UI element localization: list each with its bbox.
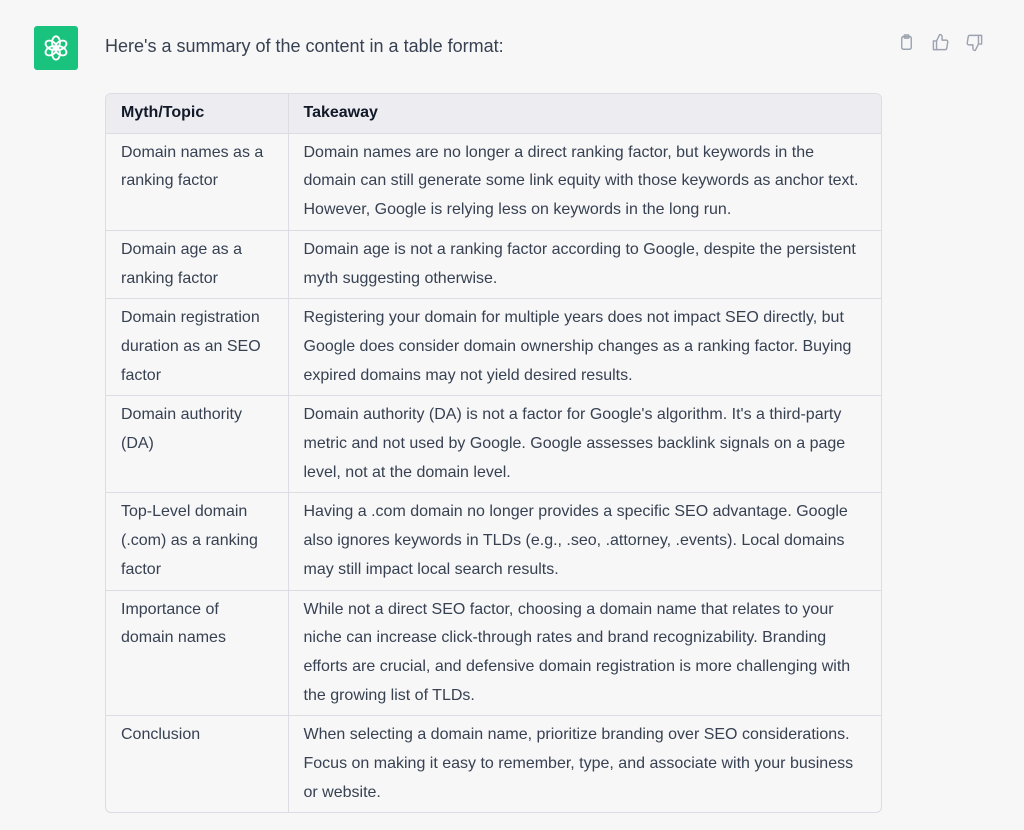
- thumbs-down-icon: [965, 33, 984, 52]
- topic-cell: Domain age as a ranking factor: [106, 230, 288, 298]
- takeaway-cell: Having a .com domain no longer provides a specific SEO advantage. Google also ignores keywords in TLDs (e.g., .seo, .attorney, .events). Local domains may still impact local search results.: [288, 493, 881, 590]
- table-row: [106, 133, 881, 230]
- table-row: [106, 716, 881, 813]
- thumbs-up-button[interactable]: [928, 30, 952, 54]
- message-actions: [894, 30, 986, 54]
- table-row: [106, 230, 881, 298]
- summary-table: [105, 93, 882, 813]
- table-row: [106, 299, 881, 396]
- thumbs-down-button[interactable]: [962, 30, 986, 54]
- table-header-row: [106, 94, 881, 133]
- takeaway-cell: Domain names are no longer a direct ranking factor, but keywords in the domain can still generate some link equity with those keywords as anchor text. However, Google is relying less on keywords in the long run.: [288, 133, 881, 230]
- topic-cell: Top-Level domain (.com) as a ranking factor: [106, 493, 288, 590]
- takeaway-cell: Domain age is not a ranking factor according to Google, despite the persistent myth suggesting otherwise.: [288, 230, 881, 298]
- takeaway-cell: When selecting a domain name, prioritize branding over SEO considerations. Focus on making it easy to remember, type, and associate with your business or website.: [288, 716, 881, 813]
- thumbs-up-icon: [931, 33, 950, 52]
- table-row: [106, 396, 881, 493]
- topic-cell: Domain names as a ranking factor: [106, 133, 288, 230]
- table-row: [106, 493, 881, 590]
- topic-cell: Importance of domain names: [106, 590, 288, 716]
- openai-logo-icon: [42, 34, 70, 62]
- column-header-myth-topic: Myth/Topic: [106, 94, 288, 133]
- table-row: [106, 590, 881, 716]
- takeaway-cell: Registering your domain for multiple years does not impact SEO directly, but Google does consider domain ownership changes as a ranking factor. Buying expired domains may not yield desired results.: [288, 299, 881, 396]
- takeaway-cell: Domain authority (DA) is not a factor for Google's algorithm. It's a third-party metric and not used by Google. Google assesses backlink signals on a page level, not at the domain level.: [288, 396, 881, 493]
- topic-cell: Domain authority (DA): [106, 396, 288, 493]
- topic-cell: Domain registration duration as an SEO factor: [106, 299, 288, 396]
- message-intro-text: Here's a summary of the content in a table format:: [105, 36, 504, 56]
- column-header-takeaway: Takeaway: [288, 94, 881, 133]
- assistant-avatar: [34, 26, 78, 70]
- takeaway-cell: While not a direct SEO factor, choosing a domain name that relates to your niche can increase click-through rates and brand recognizability. Branding efforts are crucial, and defensive domain registration is more challenging with the growing list of TLDs.: [288, 590, 881, 716]
- copy-button[interactable]: [894, 30, 918, 54]
- topic-cell: Conclusion: [121, 726, 201, 744]
- clipboard-icon: [897, 33, 916, 52]
